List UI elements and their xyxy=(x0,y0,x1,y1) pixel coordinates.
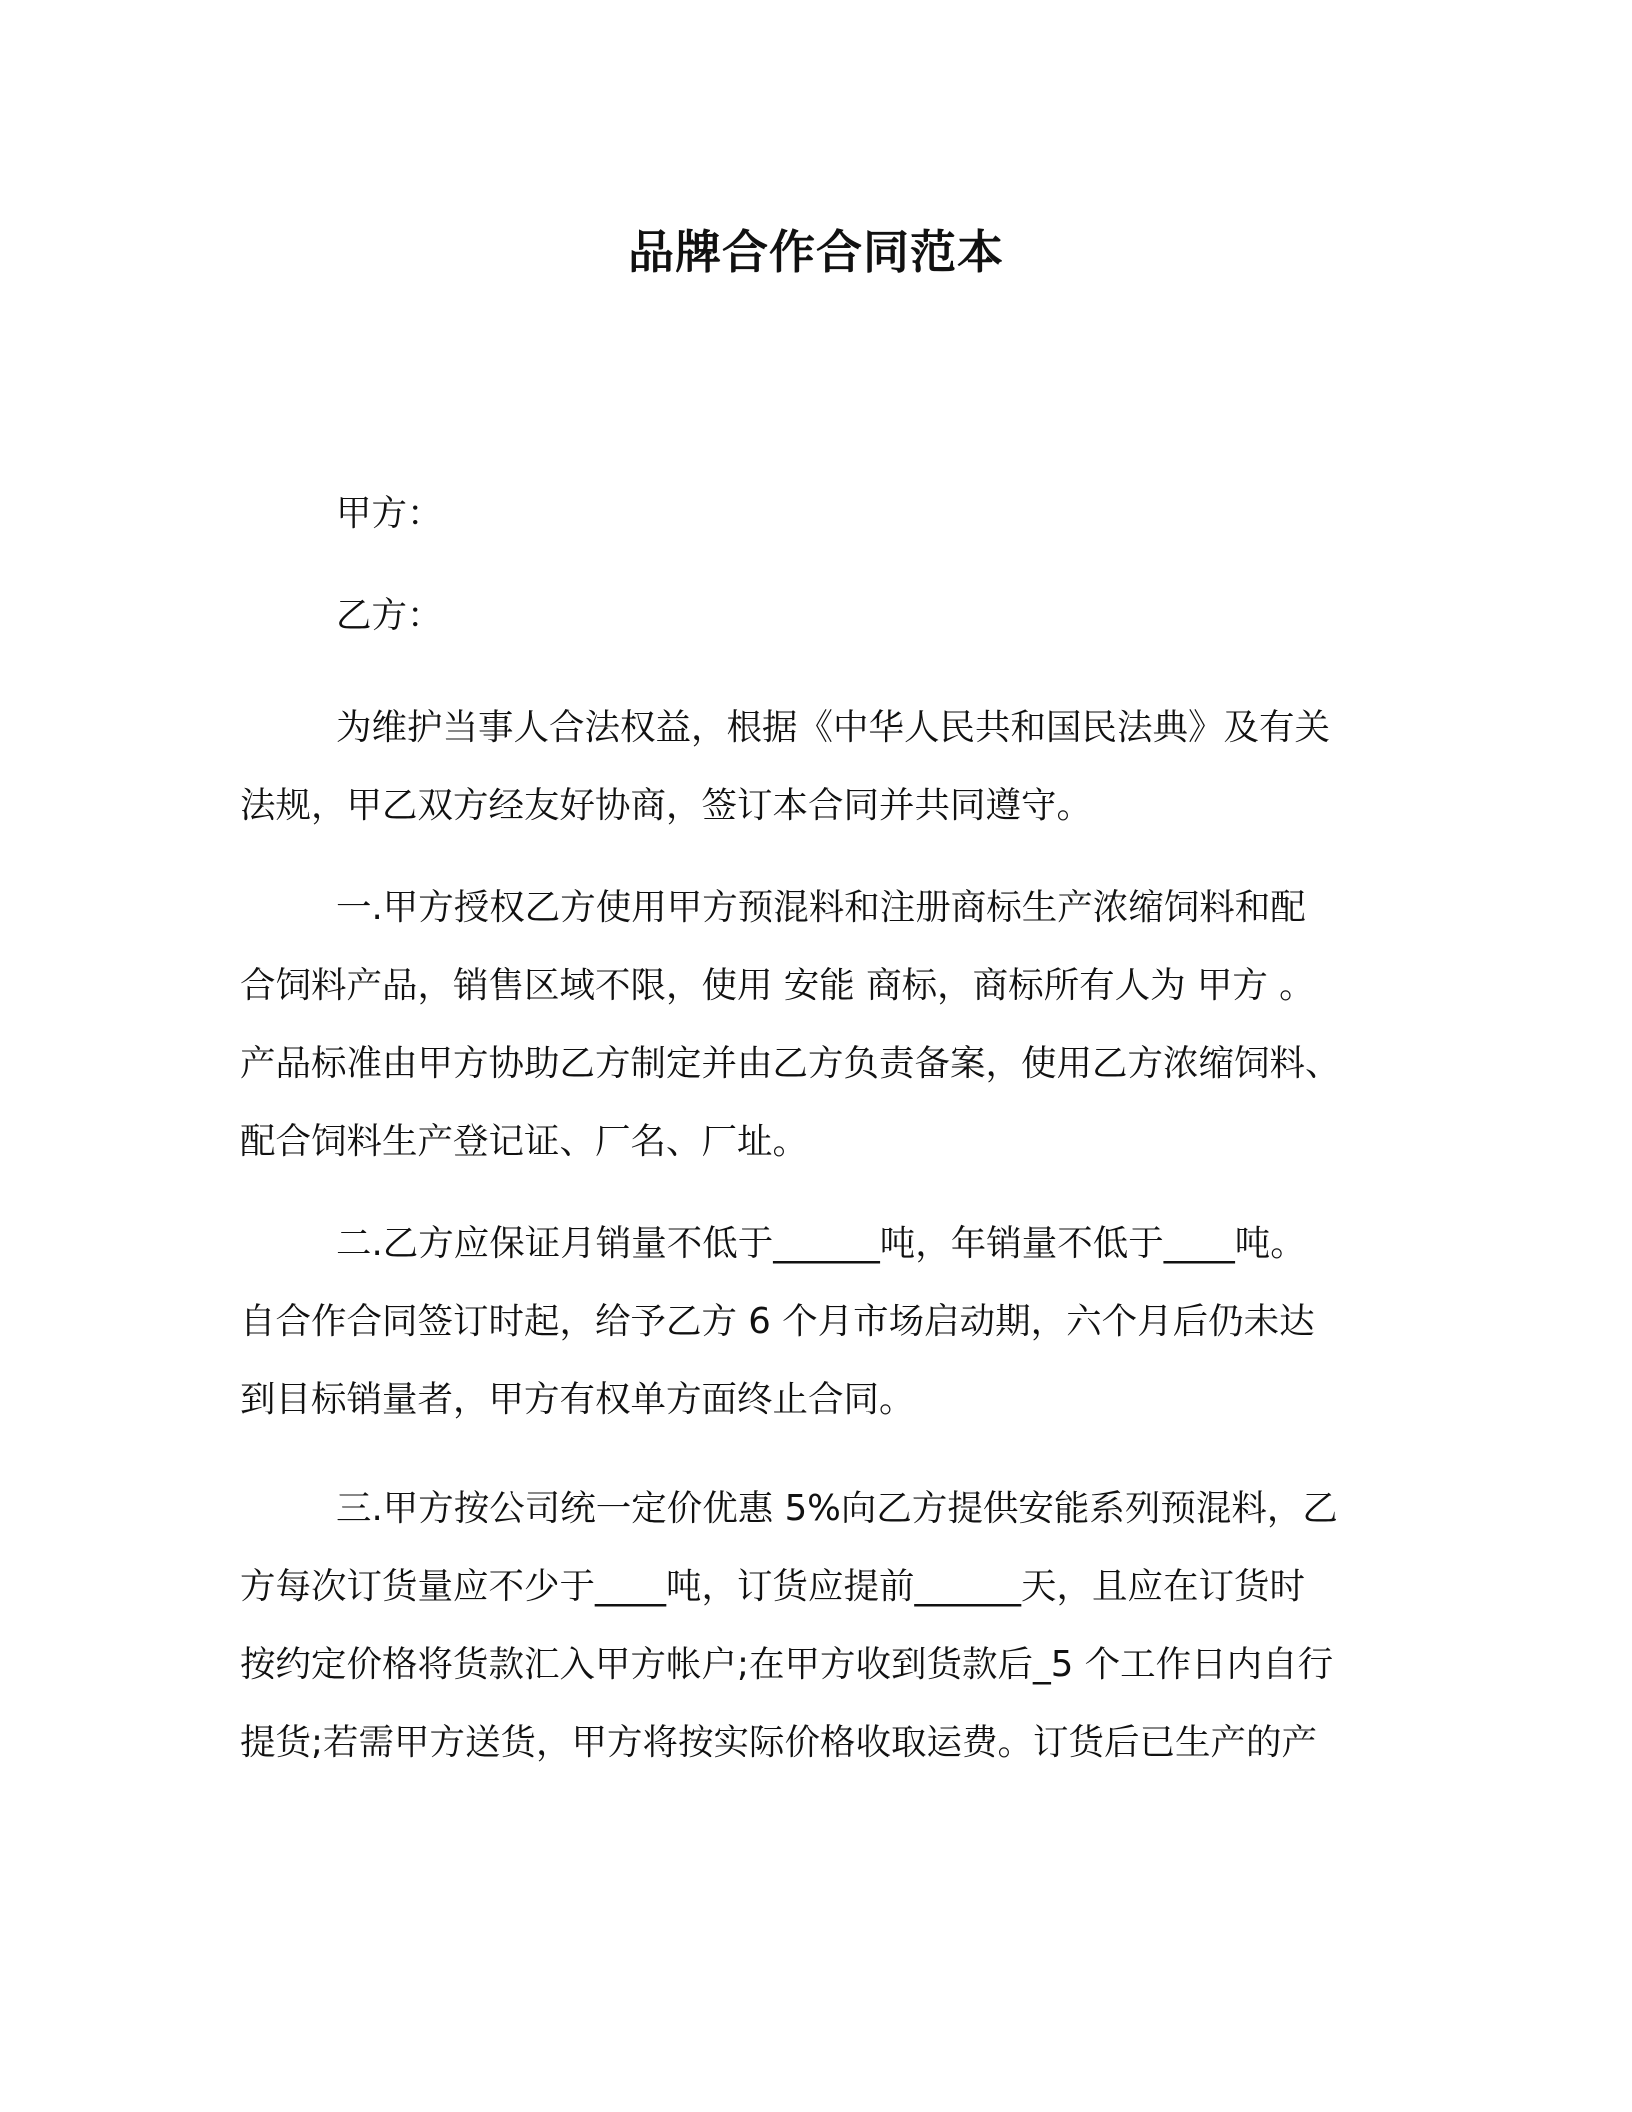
party-a-label: 甲方： xyxy=(336,493,443,534)
paragraph-line: 方每次订货量应不少于____吨，订货应提前______天，且应在订货时 xyxy=(240,1566,1306,1607)
paragraph-line: 一.甲方授权乙方使用甲方预混料和注册商标生产浓缩饲料和配 xyxy=(336,887,1306,928)
paragraph-line: 为维护当事人合法权益，根据《中华人民共和国民法典》及有关 xyxy=(336,707,1331,748)
paragraph-line: 产品标准由甲方协助乙方制定并由乙方负责备案，使用乙方浓缩饲料、 xyxy=(240,1043,1341,1084)
paragraph-line: 二.乙方应保证月销量不低于______吨，年销量不低于____吨。 xyxy=(336,1223,1306,1264)
clause-2-paragraph xyxy=(240,1205,1385,1439)
paragraph-line: 合饲料产品，销售区域不限，使用 安能 商标，商标所有人为 甲方 。 xyxy=(240,965,1315,1006)
clause-1-paragraph xyxy=(240,869,1385,1181)
paragraph-line: 三.甲方按公司统一定价优惠 5%向乙方提供安能系列预混料，乙 xyxy=(336,1488,1338,1529)
paragraph-line: 提货;若需甲方送货，甲方将按实际价格收取运费。订货后已生产的产 xyxy=(240,1722,1317,1763)
paragraph-line: 配合饲料生产登记证、厂名、厂址。 xyxy=(240,1121,809,1162)
paragraph-line: 按约定价格将货款汇入甲方帐户;在甲方收到货款后_5 个工作日内自行 xyxy=(240,1644,1334,1685)
paragraph-line: 法规，甲乙双方经友好协商，签订本合同并共同遵守。 xyxy=(240,785,1093,826)
paragraph-line: 到目标销量者，甲方有权单方面终止合同。 xyxy=(240,1379,915,1420)
paragraph-line: 自合作合同签订时起，给予乙方 6 个月市场启动期，六个月后仍未达 xyxy=(240,1301,1315,1342)
document-title: 品牌合作合同范本 xyxy=(628,225,1004,279)
preamble-paragraph xyxy=(240,689,1385,845)
party-b-label: 乙方： xyxy=(336,595,443,636)
clause-3-paragraph xyxy=(240,1470,1385,1782)
